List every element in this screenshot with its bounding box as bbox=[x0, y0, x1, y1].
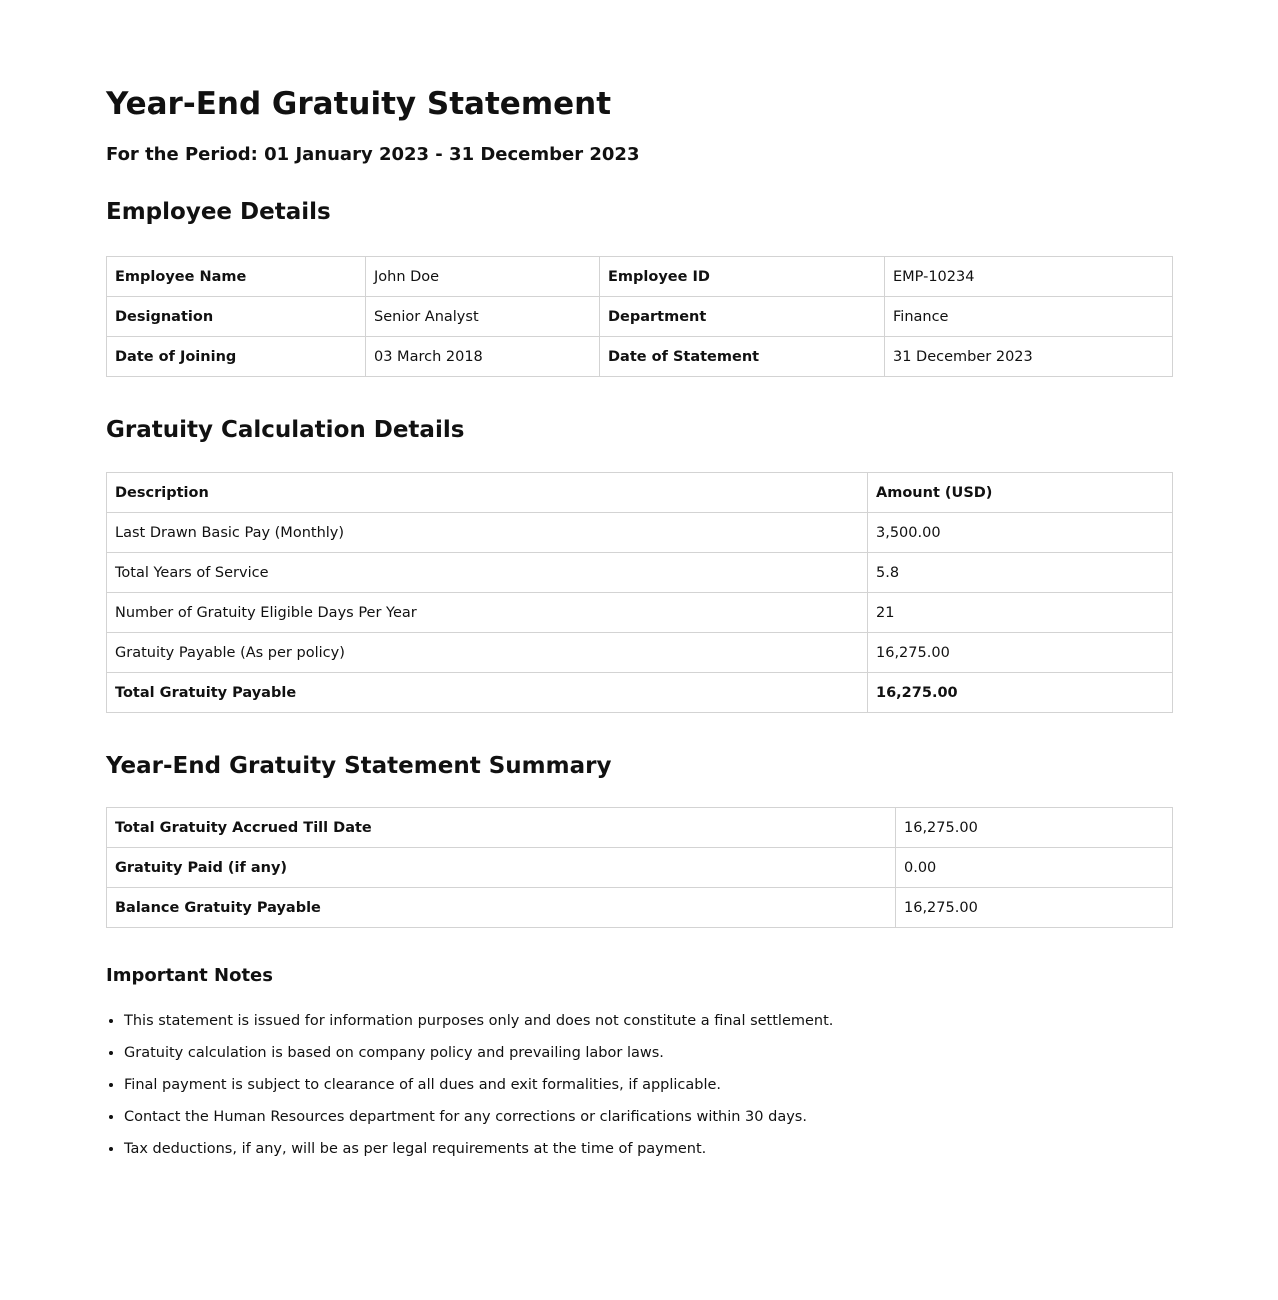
list-item: • Gratuity calculation is based on company policy and prevailing labor laws. bbox=[124, 1044, 1172, 1062]
table-row bbox=[107, 337, 1173, 377]
description-cell: Last Drawn Basic Pay (Monthly) bbox=[107, 513, 868, 553]
amount-cell: 5.8 bbox=[868, 553, 1173, 593]
table-row bbox=[107, 553, 1173, 593]
list-item: • Contact the Human Resources department for any corrections or clarifications within 30 days. bbox=[124, 1108, 1172, 1126]
table-row bbox=[107, 808, 1173, 848]
accrued-value: 16,275.00 bbox=[896, 808, 1173, 848]
calculation-table bbox=[106, 472, 1173, 713]
designation-label: Designation bbox=[107, 297, 366, 337]
list-item: • Tax deductions, if any, will be as per legal requirements at the time of payment. bbox=[124, 1140, 1172, 1158]
employee-name-label: Employee Name bbox=[107, 257, 366, 297]
accrued-label: Total Gratuity Accrued Till Date bbox=[107, 808, 896, 848]
total-label: Total Gratuity Payable bbox=[107, 673, 868, 713]
notes-list bbox=[106, 1012, 1172, 1158]
description-cell: Total Years of Service bbox=[107, 553, 868, 593]
total-amount: 16,275.00 bbox=[868, 673, 1173, 713]
paid-label: Gratuity Paid (if any) bbox=[107, 848, 896, 888]
amount-column-header: Amount (USD) bbox=[868, 473, 1173, 513]
notes-heading: Important Notes bbox=[106, 965, 273, 986]
table-row bbox=[107, 257, 1173, 297]
description-cell: Number of Gratuity Eligible Days Per Year bbox=[107, 593, 868, 633]
employee-id-value: EMP-10234 bbox=[885, 257, 1173, 297]
total-row bbox=[107, 673, 1173, 713]
employee-id-label: Employee ID bbox=[600, 257, 885, 297]
list-item: • Final payment is subject to clearance of all dues and exit formalities, if applicable. bbox=[124, 1076, 1172, 1094]
description-cell: Gratuity Payable (As per policy) bbox=[107, 633, 868, 673]
table-row bbox=[107, 633, 1173, 673]
date-of-statement-value: 31 December 2023 bbox=[885, 337, 1173, 377]
date-of-joining-label: Date of Joining bbox=[107, 337, 366, 377]
amount-cell: 3,500.00 bbox=[868, 513, 1173, 553]
summary-table bbox=[106, 807, 1173, 928]
designation-value: Senior Analyst bbox=[366, 297, 600, 337]
table-row bbox=[107, 593, 1173, 633]
employee-details-table bbox=[106, 256, 1173, 377]
table-header-row bbox=[107, 473, 1173, 513]
table-row bbox=[107, 513, 1173, 553]
table-row bbox=[107, 848, 1173, 888]
summary-heading: Year-End Gratuity Statement Summary bbox=[106, 753, 612, 779]
description-column-header: Description bbox=[107, 473, 868, 513]
table-row bbox=[107, 297, 1173, 337]
paid-value: 0.00 bbox=[896, 848, 1173, 888]
page-title: Year-End Gratuity Statement bbox=[106, 86, 612, 122]
balance-value: 16,275.00 bbox=[896, 888, 1173, 928]
date-of-statement-label: Date of Statement bbox=[600, 337, 885, 377]
department-value: Finance bbox=[885, 297, 1173, 337]
department-label: Department bbox=[600, 297, 885, 337]
employee-details-heading: Employee Details bbox=[106, 199, 331, 225]
amount-cell: 21 bbox=[868, 593, 1173, 633]
table-row bbox=[107, 888, 1173, 928]
employee-name-value: John Doe bbox=[366, 257, 600, 297]
calculation-heading: Gratuity Calculation Details bbox=[106, 417, 465, 443]
statement-period: For the Period: 01 January 2023 - 31 December 2023 bbox=[106, 144, 640, 165]
balance-label: Balance Gratuity Payable bbox=[107, 888, 896, 928]
date-of-joining-value: 03 March 2018 bbox=[366, 337, 600, 377]
amount-cell: 16,275.00 bbox=[868, 633, 1173, 673]
list-item: • This statement is issued for information purposes only and does not constitute a final settlement. bbox=[124, 1012, 1172, 1030]
